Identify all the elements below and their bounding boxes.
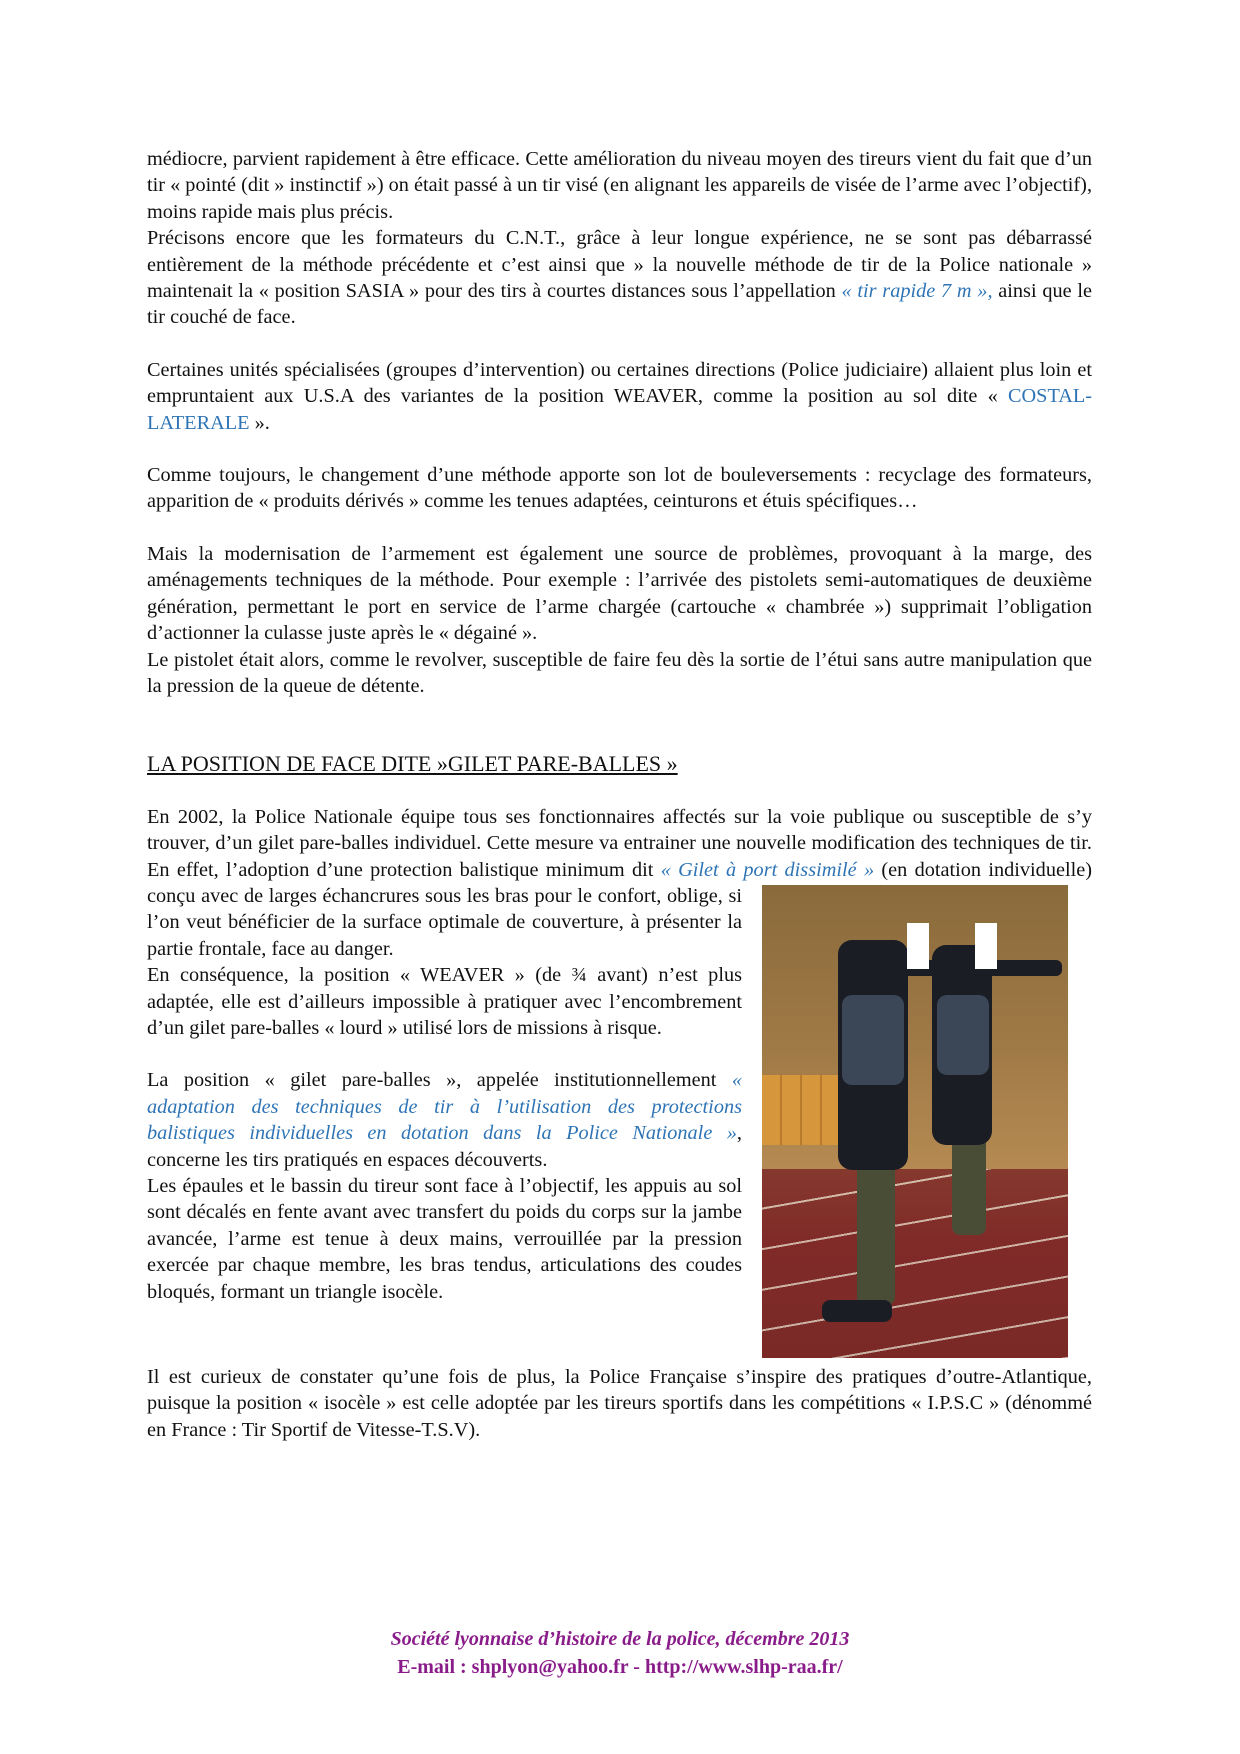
text-run: En 2002, la Police Nationale équipe tous ses fonctionnaires affectés sur la voie publique ou susceptible de s’y trouver, d’un gilet pare-balles individuel. Cette mesure va entrainer une nouvelle modification des techniques de tir. En effet, l’adoption d’une protection balistique minimum dit [147, 805, 1092, 881]
paragraph: Mais la modernisation de l’armement est également une source de problèmes, provoquant à la marge, des aménagements techniques de la méthode. Pour exemple : l’arrivée des pistolets semi-automatiques de deuxième génération, permettant le port en service de l’arme chargée (cartouche « chambrée ») supprimait l’obligation d’actionner la culasse juste après le « dégainé ». [147, 542, 1092, 645]
term-tir-rapide: « tir rapide 7 m », [841, 280, 993, 303]
text-run: , concerne les tirs pratiqués en espaces découverts. [147, 1122, 742, 1171]
shooting-photo [762, 885, 1068, 1358]
face-mask [907, 923, 929, 969]
paragraph [147, 357, 1092, 436]
paragraph: Il est curieux de constater qu’une fois de plus, la Police Française s’inspire des pratiques d’outre-Atlantique, puisque la position « isocèle » est celle adoptée par les tireurs sportifs dans les compétitions « I.P.S.C » (dénommé en France : Tir Sportif de Vitesse-T.S.V). [147, 1365, 1092, 1441]
document-body [147, 146, 1092, 1443]
text-run: ainsi que le tir couché de face. [147, 280, 1092, 329]
paragraph [147, 225, 1092, 331]
text-run: (en dotation individuelle) conçu avec de larges échancrures sous les bras pour le confort, oblige, si l’on veut bénéficier de la surface optimale de couverture, à présenter la partie frontale, face au danger. [147, 858, 1092, 960]
text-run: La position « gilet pare-balles », appelée institutionnellement [147, 1069, 732, 1092]
section-heading: LA POSITION DE FACE DITE »GILET PARE-BALLES » [147, 751, 678, 777]
footer-contact: E-mail : shplyon@yahoo.fr - http://www.slhp-raa.fr/ [397, 1656, 843, 1678]
text-run: ». [249, 411, 270, 434]
text-run: Précisons encore que les formateurs du C.N.T., grâce à leur longue expérience, ne se sont pas débarrassé entièrement de la méthode précédente et c’est ainsi que » la nouvelle méthode de tir de la Police nationale » maintenait la « position SASIA » pour des tirs à courtes distances sous l’appellation [147, 227, 1092, 303]
paragraph: Les épaules et le bassin du tireur sont face à l’objectif, les appuis au sol sont décalés en fente avant avec transfert du poids du corps sur la jambe avancée, l’arme est tenue à deux mains, verrouillée par la pression exercée par chaque membre, les bras tendus, articulations des coudes bloqués, formant un triangle isocèle. [147, 1175, 742, 1303]
footer-society: Société lyonnaise d’histoire de la police, décembre 2013 [390, 1628, 850, 1650]
term-costal-laterale: COSTAL-LATERALE [147, 385, 1092, 434]
face-mask [975, 923, 997, 969]
text-run: Certaines unités spécialisées (groupes d’intervention) ou certaines directions (Police judiciaire) allaient plus loin et empruntaient aux U.S.A des variantes de la position WEAVER, comme la position au sol dite « [147, 358, 1092, 408]
term-adaptation-techniques: « adaptation des techniques de tir à l’utilisation des protections balistiques individuelles en dotation dans la Police Nationale » [147, 1069, 742, 1145]
paragraph: médiocre, parvient rapidement à être efficace. Cette amélioration du niveau moyen des tireurs vient du fait que d’un tir « pointé (dit » instinctif ») on était passé à un tir visé (en alignant les appareils de visée de l’arme avec l’objectif), moins rapide mais plus précis. [147, 148, 1093, 223]
paragraph: Comme toujours, le changement d’une méthode apporte son lot de bouleversements : recyclage des formateurs, apparition de « produits dérivés » comme les tenues adaptées, ceinturons et étuis spécifiques… [147, 464, 1092, 513]
paragraph: En conséquence, la position « WEAVER » (de ¾ avant) n’est plus adaptée, elle est d’ailleurs impossible à pratiquer avec l’encombrement d’un gilet pare-balles « lourd » utilisé lors de missions à risque. [147, 964, 742, 1039]
paragraph: Le pistolet était alors, comme le revolver, susceptible de faire feu dès la sortie de l’étui sans autre manipulation que la pression de la queue de détente. [147, 648, 1092, 697]
paragraph [147, 804, 1092, 962]
term-gilet-port-dissimile: « Gilet à port dissimilé » [660, 858, 875, 881]
